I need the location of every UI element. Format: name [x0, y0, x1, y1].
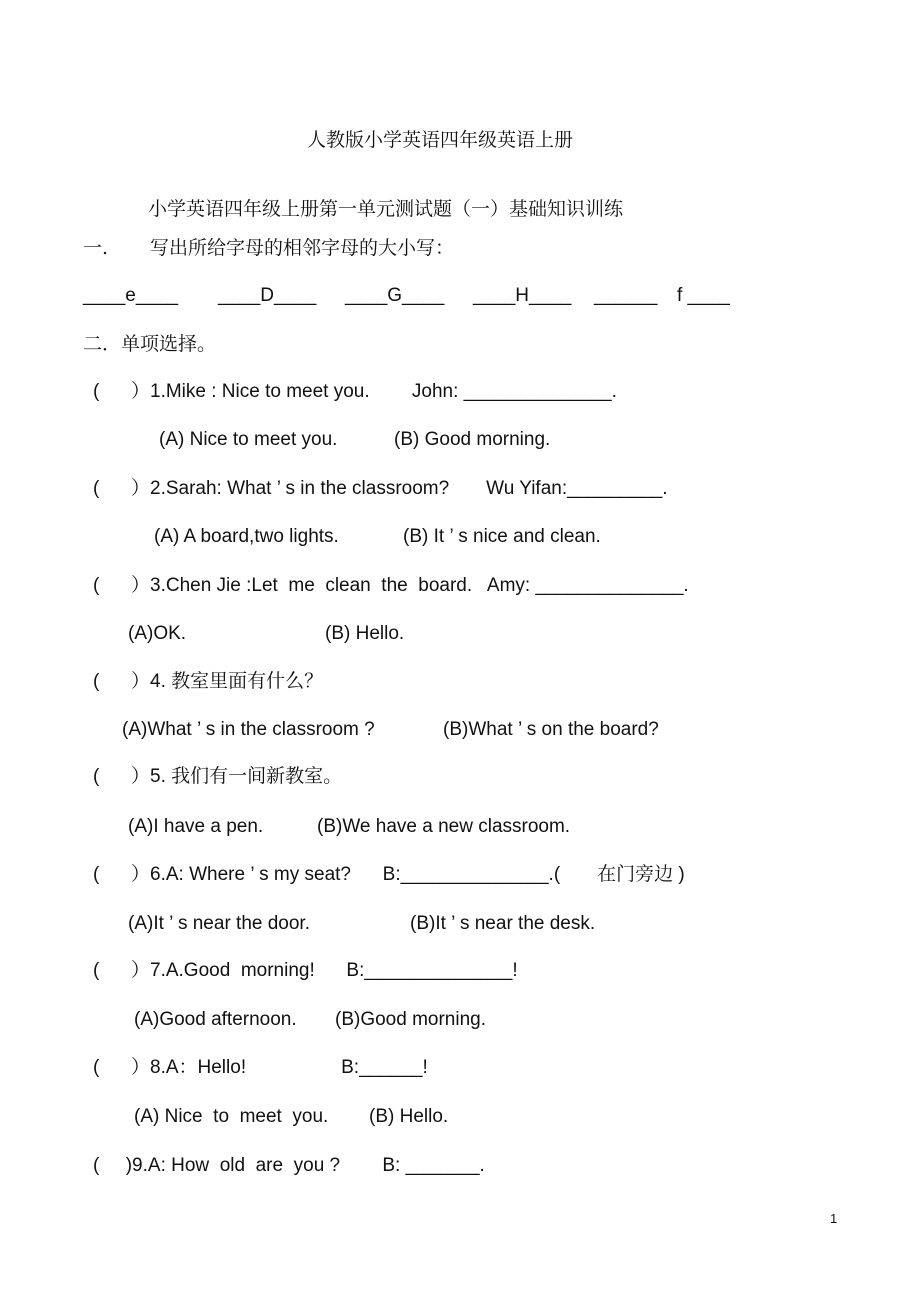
- document-subtitle: 小学英语四年级上册第一单元测试题（一）基础知识训练: [148, 198, 624, 220]
- question-2-option-b: (B) It ’ s nice and clean.: [403, 526, 601, 547]
- section2-heading: 二．单项选择。: [83, 333, 217, 355]
- question-8-option-b: (B) Hello.: [369, 1106, 449, 1127]
- question-7-option-b: (B)Good morning.: [335, 1009, 487, 1030]
- letter-blank-2: ____D____: [218, 285, 317, 306]
- question-8-option-a: (A) Nice to meet you.: [134, 1106, 329, 1127]
- letter-blank-1: ____e____: [83, 285, 179, 306]
- question-1: ( ）1.Mike : Nice to meet you. John: ______________.: [93, 381, 617, 402]
- question-6: ( ）6.A: Where ’ s my seat? B:______________.( 在门旁边 ): [93, 864, 685, 885]
- question-7-option-a: (A)Good afternoon.: [134, 1009, 297, 1030]
- section1-number: 一.: [83, 237, 109, 259]
- section1-heading: 写出所给字母的相邻字母的大小写：: [150, 237, 455, 259]
- question-3: ( ）3.Chen Jie :Let me clean the board. Amy: ______________.: [93, 575, 689, 596]
- question-9: ( )9.A: How old are you ? B: _______.: [93, 1155, 485, 1176]
- question-7: ( ）7.A.Good morning! B:______________!: [93, 960, 518, 981]
- page-number: 1: [830, 1211, 838, 1226]
- question-5-option-b: (B)We have a new classroom.: [317, 816, 571, 837]
- letter-blank-5: ______: [594, 285, 658, 306]
- question-3-option-b: (B) Hello.: [325, 623, 405, 644]
- question-4-option-b: (B)What ’ s on the board?: [443, 719, 659, 740]
- question-5-option-a: (A)I have a pen.: [128, 816, 264, 837]
- question-2: ( ）2.Sarah: What ’ s in the classroom? Wu Yifan:_________.: [93, 478, 668, 499]
- question-1-option-b: (B) Good morning.: [394, 429, 551, 450]
- question-5: ( ）5. 我们有一间新教室。: [93, 766, 343, 787]
- question-2-option-a: (A) A board,two lights.: [154, 526, 339, 547]
- letter-blank-4: ____H____: [473, 285, 572, 306]
- question-6-option-a: (A)It ’ s near the door.: [128, 913, 310, 934]
- letter-blank-6: f ____: [677, 285, 730, 306]
- question-4-option-a: (A)What ’ s in the classroom ?: [122, 719, 375, 740]
- question-6-option-b: (B)It ’ s near the desk.: [410, 913, 596, 934]
- question-4: ( ）4. 教室里面有什么？: [93, 671, 324, 692]
- question-1-option-a: (A) Nice to meet you.: [159, 429, 338, 450]
- letter-blank-3: ____G____: [345, 285, 445, 306]
- question-8: ( ）8.A：Hello! B:______!: [93, 1057, 428, 1078]
- question-3-option-a: (A)OK.: [128, 623, 187, 644]
- document-title: 人教版小学英语四年级英语上册: [307, 129, 574, 151]
